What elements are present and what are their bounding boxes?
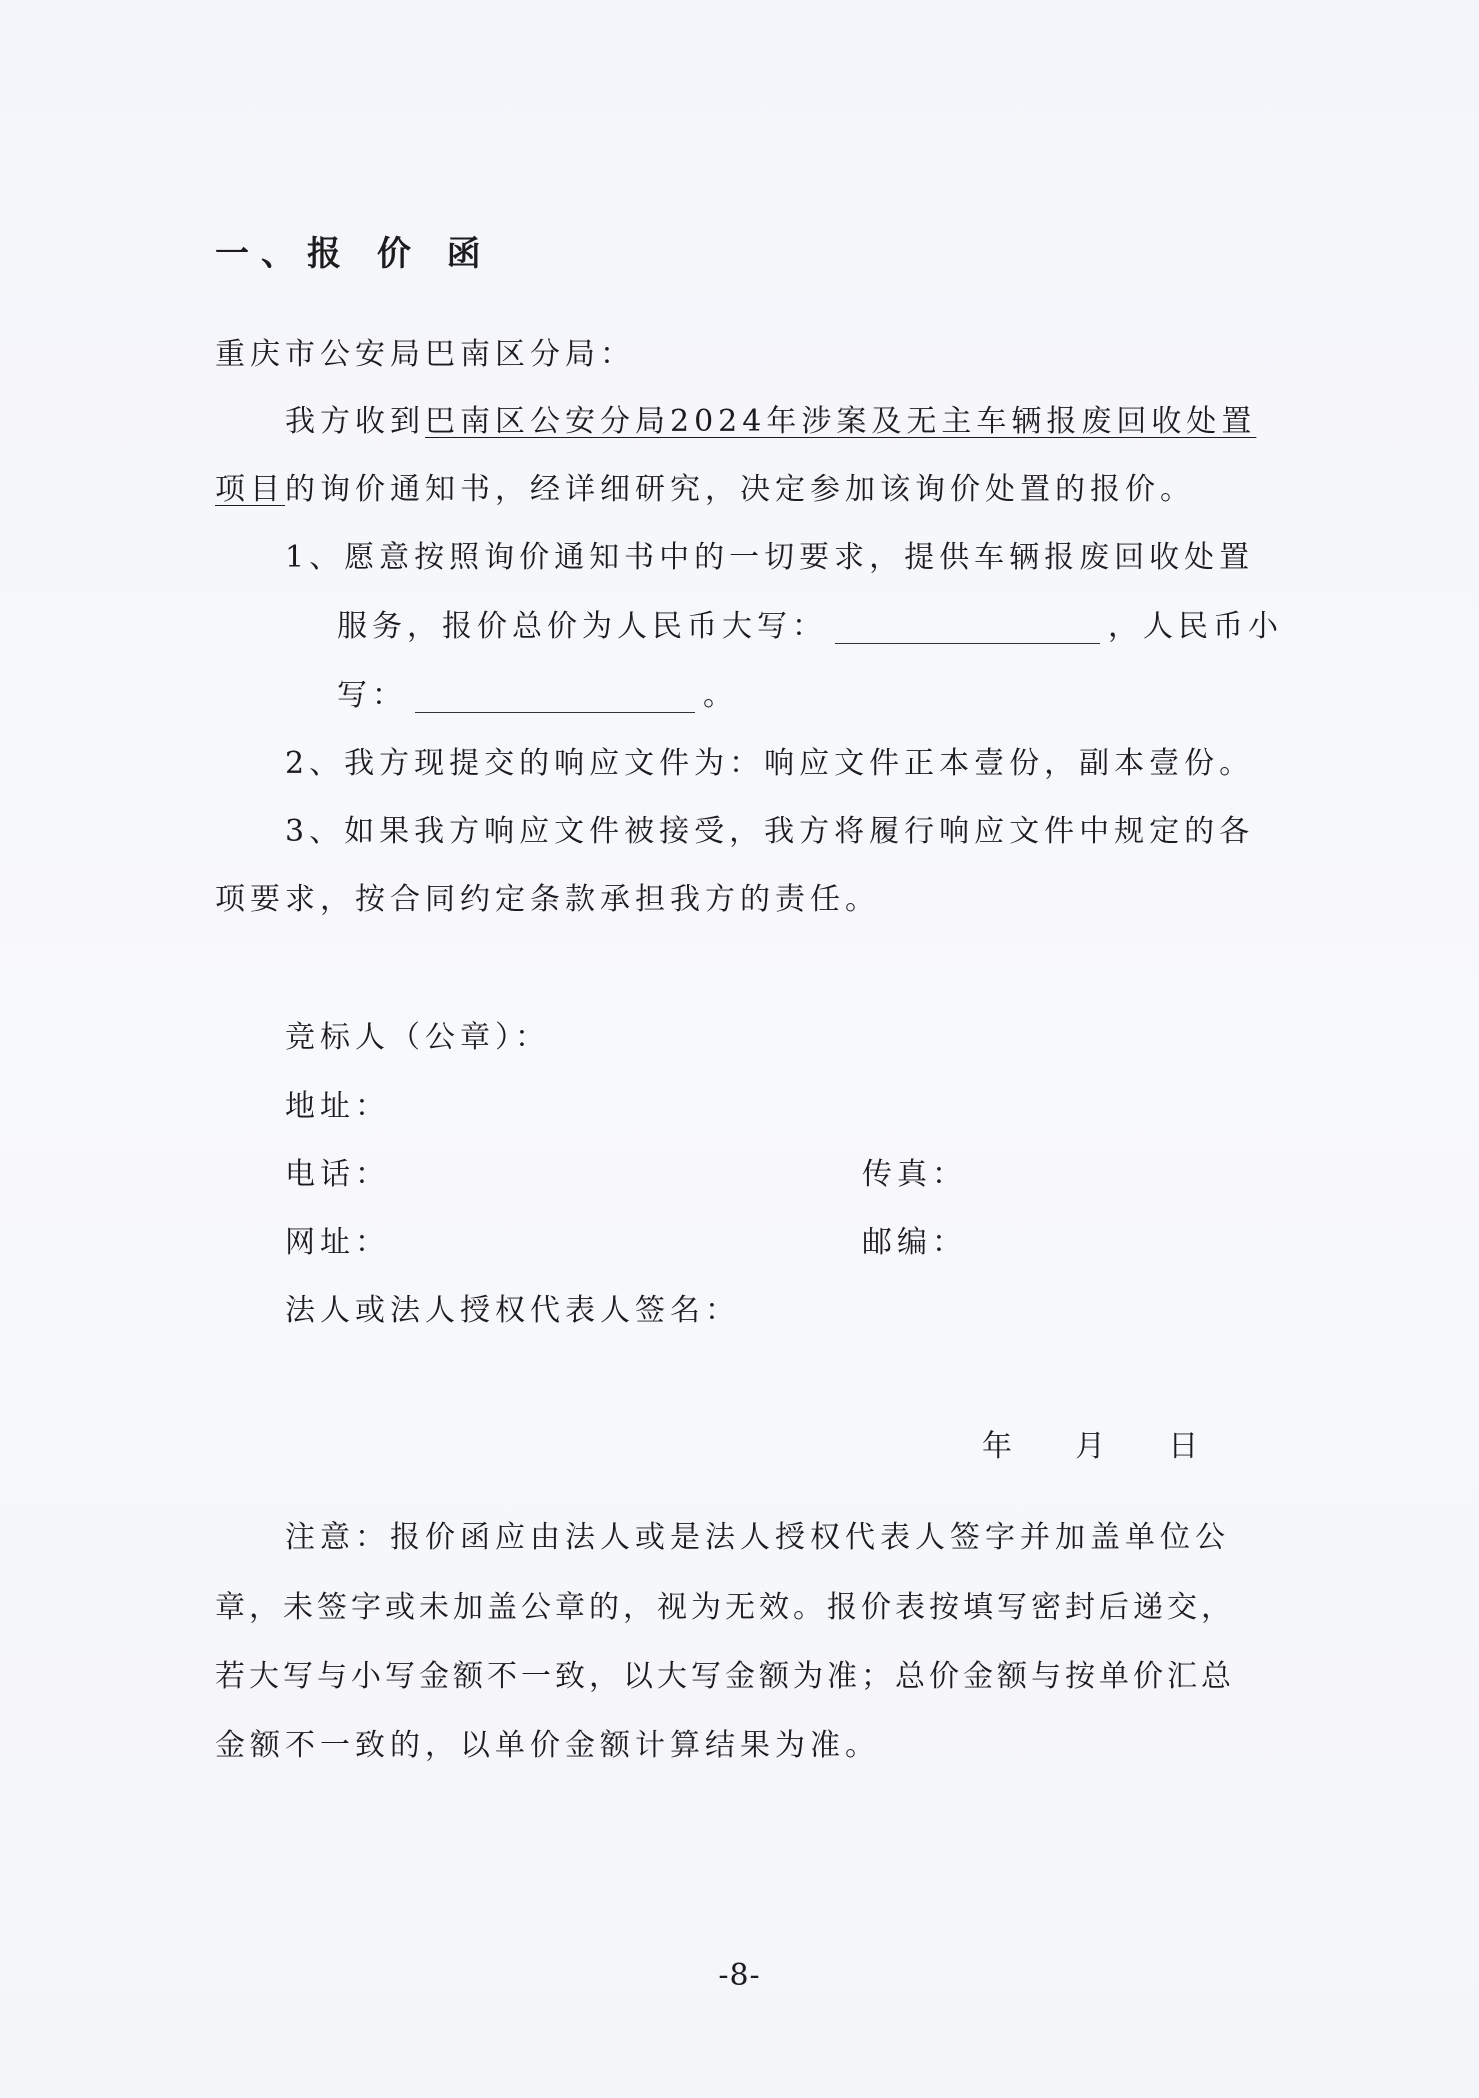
item-2: 2、我方现提交的响应文件为：响应文件正本壹份，副本壹份。: [285, 746, 1255, 781]
intro-suffix: 的询价通知书，经详细研究，决定参加该询价处置的报价。: [285, 472, 1195, 507]
total-price-lowercase-label: ，人民币小: [1108, 609, 1283, 644]
page-number: -8-: [718, 1958, 761, 1993]
total-price-lowercase-label-2: 写：: [337, 678, 407, 713]
address-label: 地址：: [285, 1089, 390, 1124]
note-line-3: 若大写与小写金额不一致，以大写金额为准；总价金额与按单价汇总: [215, 1659, 1235, 1694]
item-1-line-1: 1、愿意按照询价通知书中的一切要求，提供车辆报废回收处置: [285, 540, 1255, 575]
note-line-2: 章，未签字或未加盖公章的，视为无效。报价表按填写密封后递交，: [215, 1590, 1235, 1625]
postcode-label: 邮编：: [862, 1225, 967, 1260]
item-1-end: 。: [703, 678, 738, 713]
fax-label: 传真：: [862, 1157, 967, 1192]
date-line: 年 月 日: [982, 1429, 1204, 1464]
item-1-line-2: [337, 607, 1283, 647]
total-price-lowercase-blank[interactable]: [415, 682, 695, 713]
phone-label: 电话：: [285, 1157, 390, 1192]
intro-prefix: 我方收到: [285, 404, 425, 439]
bidder-seal-label: 竞标人（公章）：: [285, 1020, 550, 1055]
intro-line-2: [215, 470, 1195, 510]
intro-line-1: [285, 402, 1256, 442]
note-line-1: 注意：报价函应由法人或是法人授权代表人签字并加盖单位公: [285, 1520, 1230, 1555]
item-3-line-1: 3、如果我方响应文件被接受，我方将履行响应文件中规定的各: [285, 814, 1255, 849]
item-1-line-3: [337, 676, 738, 716]
total-price-uppercase-blank[interactable]: [835, 613, 1100, 644]
item-3-line-2: 项要求，按合同约定条款承担我方的责任。: [215, 882, 880, 917]
total-price-uppercase-label: 服务，报价总价为人民币大写：: [337, 609, 827, 644]
project-name-part1: 巴南区公安分局2024年涉案及无主车辆报废回收处置: [425, 404, 1257, 439]
note-line-4: 金额不一致的，以单价金额计算结果为准。: [215, 1728, 880, 1763]
representative-signature-label: 法人或法人授权代表人签名：: [285, 1293, 740, 1328]
addressee: 重庆市公安局巴南区分局：: [215, 337, 635, 372]
website-label: 网址：: [285, 1225, 390, 1260]
project-name-part2: 项目: [215, 472, 285, 507]
page-title: 一、报 价 函: [215, 234, 493, 274]
